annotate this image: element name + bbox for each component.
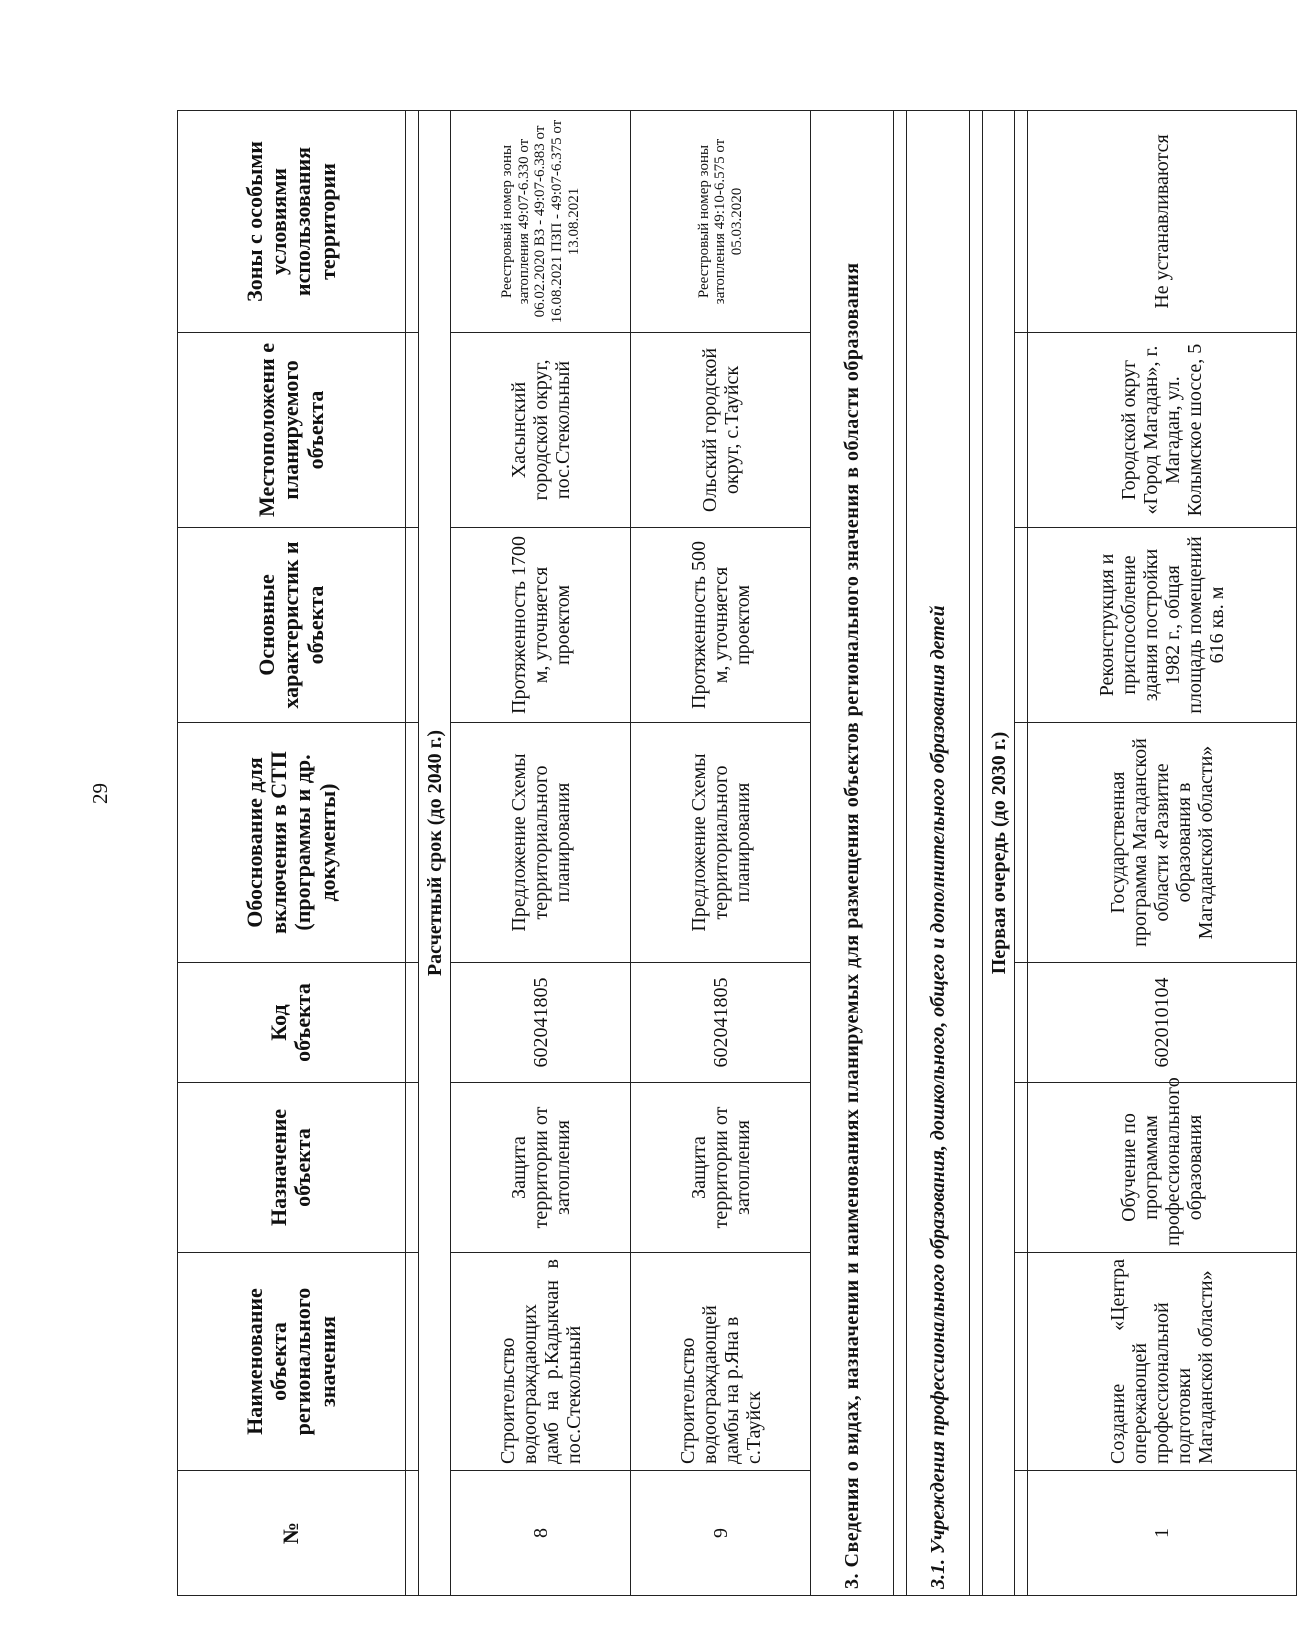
regional-objects-table [177, 110, 1297, 1596]
cell-code: 602041805 [451, 963, 631, 1083]
cell-code: 602041805 [631, 963, 811, 1083]
cell-name: Строительство водоограждающих дамб на р.Кадыкчан в пос.Стекольный [451, 1253, 631, 1471]
cell-basis: Предложение Схемы территориального планирования [631, 723, 811, 963]
table-row [451, 111, 631, 1596]
cell-characteristics: Протяженность 500 м, уточняется проектом [631, 528, 811, 723]
header-code: Код объекта [178, 963, 406, 1083]
stripe-row [970, 111, 983, 1596]
table-header-row [178, 111, 406, 1596]
period-band-row [418, 111, 450, 1596]
period-band-2030: Первая очередь (до 2030 г.) [983, 111, 1015, 1596]
header-basis: Обоснование для включения в СТП (программы и др. документы) [178, 723, 406, 963]
header-location: Местоположени е планируемого объекта [178, 333, 406, 528]
table-row [1028, 111, 1297, 1596]
header-purpose: Назначение объекта [178, 1083, 406, 1253]
cell-zones: Не устанавливаются [1028, 111, 1297, 333]
stripe-row [1015, 111, 1028, 1596]
stripe-row [893, 111, 906, 1596]
cell-zones: Реестровый номер зоны затопления 49:07-6.330 от 06.02.2020 ВЗ - 49:07-6.383 от 16.08.2021 ПЗП - 49:07-6.375 от 13.08.2021 [451, 111, 631, 333]
cell-basis: Государственная программа Магаданской области «Развитие образования в Магаданской области» [1028, 723, 1297, 963]
header-name: Наименование объекта регионального значения [178, 1253, 406, 1471]
header-zones: Зоны с особыми условиями использования территории [178, 111, 406, 333]
period-band-2040: Расчетный срок (до 2040 г.) [418, 111, 450, 1596]
cell-purpose: Обучение по программам профессионального образования [1028, 1083, 1297, 1253]
cell-location: Городской округ «Город Магадан», г. Магадан, ул. Колымское шоссе, 5 [1028, 333, 1297, 528]
table-row [631, 111, 811, 1596]
cell-purpose: Защита территории от затопления [451, 1083, 631, 1253]
cell-characteristics: Реконструкция и приспособление здания постройки 1982 г., общая площадь помещений 616 кв. м [1028, 528, 1297, 723]
header-characteristics: Основные характеристик и объекта [178, 528, 406, 723]
cell-num: 1 [1028, 1471, 1297, 1596]
subsection-heading: 3.1. Учреждения профессионального образования, дошкольного, общего и дополнительного образования детей [906, 111, 969, 1596]
page-number: 29 [88, 783, 112, 804]
cell-location: Ольский городской округ, с.Тауйск [631, 333, 811, 528]
cell-purpose: Защита территории от затопления [631, 1083, 811, 1253]
section-row [811, 111, 893, 1596]
cell-name: Создание «Центра опережающей профессиональной подготовки Магаданской области» [1028, 1253, 1297, 1471]
cell-basis: Предложение Схемы территориального планирования [451, 723, 631, 963]
cell-num: 8 [451, 1471, 631, 1596]
header-num: № [178, 1471, 406, 1596]
stripe-row [405, 111, 418, 1596]
cell-num: 9 [631, 1471, 811, 1596]
cell-characteristics: Протяженность 1700 м, уточняется проектом [451, 528, 631, 723]
cell-code: 602010104 [1028, 963, 1297, 1083]
period-band-row [983, 111, 1015, 1596]
cell-zones: Реестровый номер зоны затопления 49:10-6.575 от 05.03.2020 [631, 111, 811, 333]
cell-name: Строительство водоограждающей дамбы на р.Яна в с.Тауйск [631, 1253, 811, 1471]
rotated-page [177, 111, 1297, 1596]
cell-location: Хасынский городской округ, пос.Стекольный [451, 333, 631, 528]
section-heading: 3. Сведения о видах, назначении и наименованиях планируемых для размещения объектов регионального значения в области образования [811, 111, 893, 1596]
subsection-row [906, 111, 969, 1596]
